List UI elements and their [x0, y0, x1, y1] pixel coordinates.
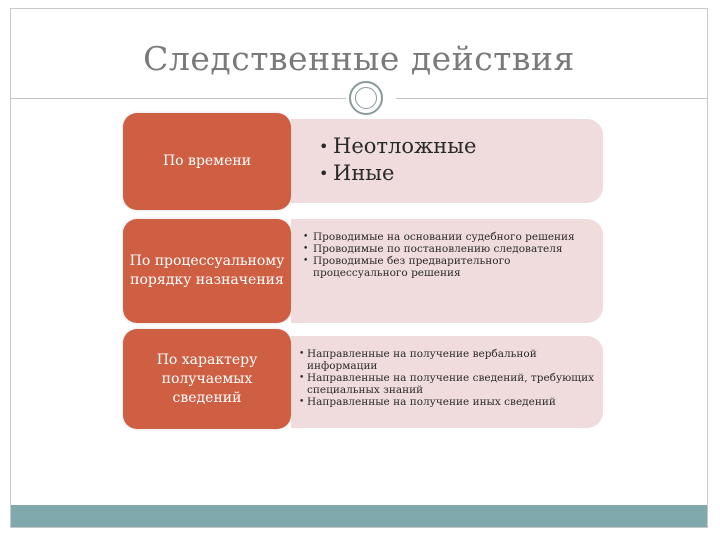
- list-item: • Направленные на получение вербальной информации: [299, 348, 603, 372]
- category-box-procedure: [123, 219, 291, 323]
- items-list: [299, 348, 603, 408]
- list-item: • Направленные на получение иных сведений: [299, 396, 603, 408]
- list-item: • Направленные на получение сведений, требующих специальных знаний: [299, 372, 603, 396]
- list-item: • Проводимые по постановлению следователя: [303, 243, 603, 255]
- items-list: [319, 133, 603, 187]
- list-item: • Неотложные: [319, 133, 603, 160]
- category-label: По характеру получаемых сведений: [156, 351, 258, 406]
- title-divider-left: [11, 98, 346, 99]
- items-box-information: [291, 336, 603, 428]
- category-box-information: [123, 329, 291, 429]
- slide-title: Следственные действия: [143, 39, 575, 78]
- inner-circle: [355, 87, 377, 109]
- bottom-accent-bar: [11, 505, 707, 527]
- category-label: По процессуальному порядку назначения: [129, 253, 285, 288]
- items-box-procedure: [291, 219, 603, 323]
- items-list: [303, 231, 603, 279]
- slide: [10, 8, 708, 528]
- category-box-time: [123, 113, 291, 210]
- title-divider-right: [396, 98, 708, 99]
- list-item: • Иные: [319, 160, 603, 187]
- list-item: • Проводимые без предварительного процессуального решения: [303, 255, 603, 279]
- double-circle-icon: [349, 81, 383, 115]
- category-label: По времени: [162, 153, 252, 169]
- list-item: • Проводимые на основании судебного решения: [303, 231, 603, 243]
- items-box-time: [291, 119, 603, 203]
